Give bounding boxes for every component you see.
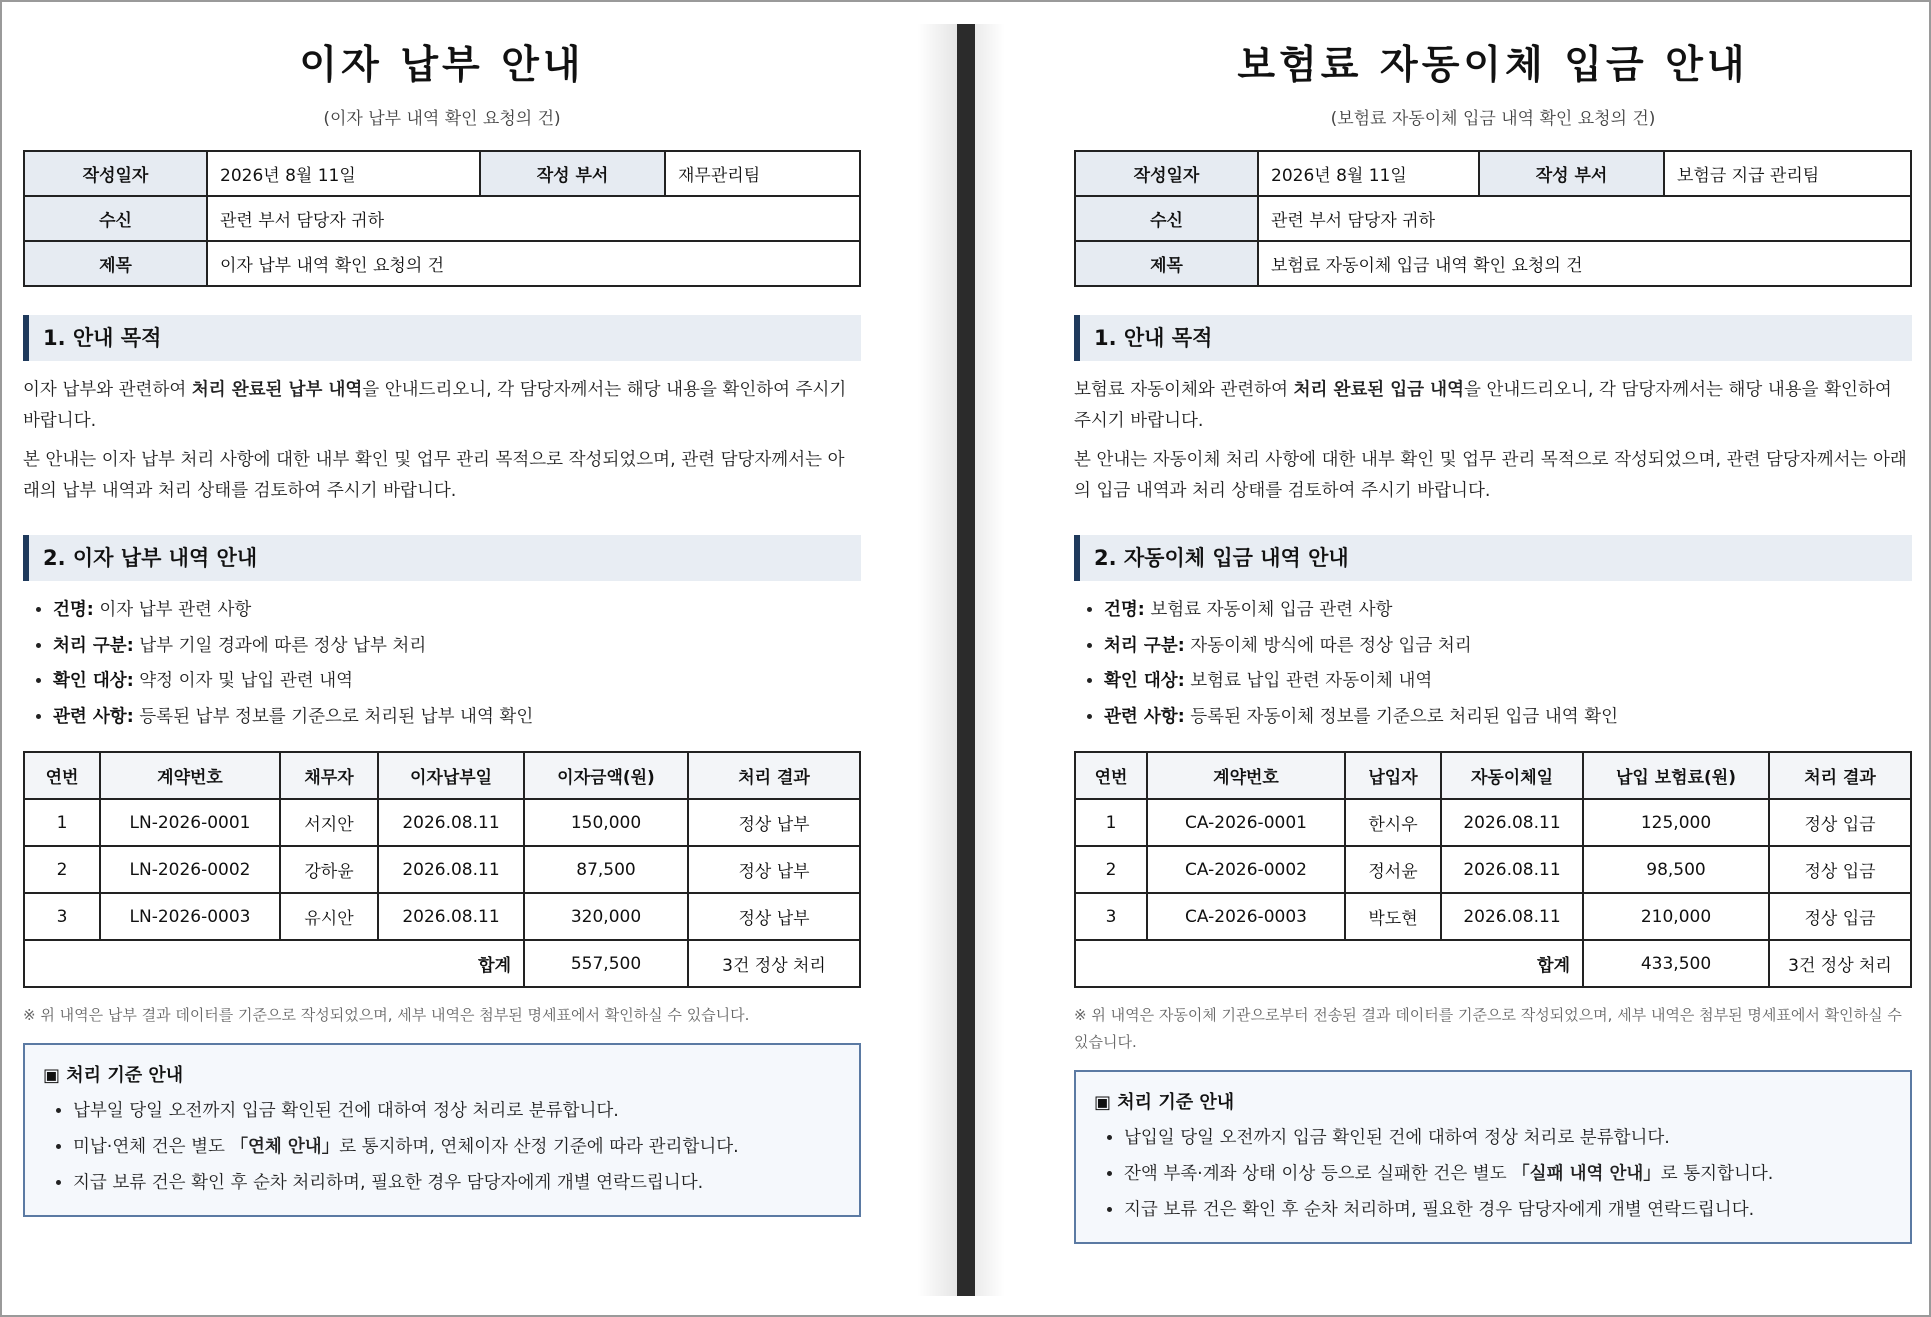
- table-cell: 1: [1075, 799, 1147, 846]
- right-page: [1074, 10, 1912, 1244]
- list-item: • 지급 보류 건은 확인 후 순차 처리하며, 필요한 경우 담당자에게 개별 연락드립니다.: [73, 1165, 841, 1201]
- table-cell: 87,500: [524, 846, 688, 893]
- table-cell: 서지안: [280, 799, 378, 846]
- meta-row: [24, 151, 860, 196]
- table-header-row: [1075, 752, 1911, 799]
- column-header: 계약번호: [100, 752, 280, 799]
- column-header: 납입자: [1345, 752, 1441, 799]
- dept-value: 보험금 지급 관리팀: [1664, 151, 1911, 196]
- criteria-list: [1094, 1120, 1892, 1228]
- purpose-paragraph: [1074, 375, 1912, 437]
- column-header: 계약번호: [1147, 752, 1345, 799]
- table-cell: 2026.08.11: [378, 846, 524, 893]
- item-key: 확인 대상:: [53, 671, 134, 691]
- table-row: [24, 799, 860, 846]
- recipient-label: 수신: [24, 196, 207, 241]
- table-cell: 3: [1075, 893, 1147, 940]
- document-subtitle: (보험료 자동이체 입금 내역 확인 요청의 건): [1330, 109, 1656, 129]
- item-value: 약정 이자 및 납입 관련 내역: [133, 671, 354, 691]
- table-row: [1075, 846, 1911, 893]
- item-key: 관련 사항:: [1104, 706, 1185, 727]
- list-item: [1104, 664, 1912, 700]
- table-cell: 125,000: [1583, 799, 1769, 846]
- table-cell: LN-2026-0003: [100, 893, 280, 940]
- list-item: [1104, 629, 1912, 665]
- table-cell: 정상 납부: [688, 799, 860, 846]
- meta-row: [24, 196, 860, 241]
- emphasis: 처리 완료된 납부 내역: [191, 380, 363, 400]
- criteria-title: ▣ 처리 기준 안내: [1094, 1092, 1235, 1113]
- total-result: 3건 정상 처리: [688, 940, 860, 987]
- dept-label: 작성 부서: [480, 151, 665, 196]
- section-heading-purpose: 1. 안내 목적: [23, 315, 861, 361]
- item-value: 보험료 자동이체 입금 관련 사항: [1144, 600, 1393, 620]
- recipient-value: 관련 부서 담당자 귀하: [207, 196, 860, 241]
- subject-value: 이자 납부 내역 확인 요청의 건: [207, 241, 860, 286]
- date-label: 작성일자: [1075, 151, 1258, 196]
- emphasis: 「실패 내역 안내」: [1512, 1164, 1661, 1184]
- item-key: 건명:: [53, 600, 94, 620]
- emphasis: 「연체 안내」: [230, 1137, 340, 1157]
- document-title: 보험료 자동이체 입금 안내: [1237, 43, 1749, 88]
- table-cell: 강하윤: [280, 846, 378, 893]
- emphasis: 처리 완료된 입금 내역: [1293, 380, 1464, 400]
- list-item: • 납입일 당일 오전까지 입금 확인된 건에 대하여 정상 처리로 분류합니다.: [1124, 1120, 1892, 1156]
- table-cell: LN-2026-0002: [100, 846, 280, 893]
- table-header-row: [24, 752, 860, 799]
- text: 로 통지합니다.: [1660, 1164, 1774, 1184]
- dept-label: 작성 부서: [1479, 151, 1664, 196]
- purpose-paragraph: [23, 375, 861, 437]
- subject-label: 제목: [24, 241, 207, 286]
- table-cell: 정상 납부: [688, 846, 860, 893]
- table-cell: 정상 납부: [688, 893, 860, 940]
- item-key: 확인 대상:: [1104, 671, 1185, 691]
- table-note: ※ 위 내역은 자동이체 기관으로부터 전송된 결과 데이터를 기준으로 작성되었으며, 세부 내역은 첨부된 명세표에서 확인하실 수 있습니다.: [1074, 1006, 1902, 1051]
- page-gutter-shadow: [917, 24, 957, 1296]
- criteria-list: [43, 1093, 841, 1201]
- page-gutter-shadow: [975, 24, 1005, 1296]
- page-divider: [957, 24, 975, 1296]
- column-header: 채무자: [280, 752, 378, 799]
- table-total-row: [1075, 940, 1911, 987]
- item-key: 처리 구분:: [53, 635, 134, 656]
- text: 을 안내드리오니, 각 담당자께서는 해당 내용을 확인하여 주시기 바랍니다.: [1074, 380, 1892, 431]
- column-header: 연번: [1075, 752, 1147, 799]
- date-label: 작성일자: [24, 151, 207, 196]
- item-value: 이자 납부 관련 사항: [93, 600, 252, 620]
- section-heading-details: 2. 이자 납부 내역 안내: [23, 535, 861, 581]
- text: 로 통지하며, 연체이자 산정 기준에 따라 관리합니다.: [339, 1137, 739, 1157]
- item-value: 보험료 납입 관련 자동이체 내역: [1184, 671, 1433, 691]
- column-header: 이자금액(원): [524, 752, 688, 799]
- date-value: 2026년 8월 11일: [1258, 151, 1479, 196]
- list-item: [1104, 593, 1912, 629]
- date-value: 2026년 8월 11일: [207, 151, 480, 196]
- list-item: • 지급 보류 건은 확인 후 순차 처리하며, 필요한 경우 담당자에게 개별 연락드립니다.: [1124, 1192, 1892, 1228]
- total-result: 3건 정상 처리: [1769, 940, 1911, 987]
- table-cell: 박도현: [1345, 893, 1441, 940]
- table-cell: 1: [24, 799, 100, 846]
- item-key: 처리 구분:: [1104, 635, 1185, 656]
- text: 잔액 부족·계좌 상태 이상 등으로 실패한 건은 별도: [1124, 1164, 1513, 1184]
- meta-row: [1075, 241, 1911, 286]
- table-cell: 2026.08.11: [1441, 893, 1583, 940]
- table-cell: 2026.08.11: [378, 893, 524, 940]
- table-cell: 2026.08.11: [1441, 846, 1583, 893]
- table-cell: 정상 입금: [1769, 893, 1911, 940]
- table-cell: CA-2026-0003: [1147, 893, 1345, 940]
- table-cell: 2: [1075, 846, 1147, 893]
- list-item: [1104, 700, 1912, 736]
- document-title: 이자 납부 안내: [299, 43, 585, 88]
- column-header: 이자납부일: [378, 752, 524, 799]
- text: 을 안내드리오니, 각 담당자께서는 해당 내용을 확인하여 주시기 바랍니다.: [23, 380, 847, 431]
- column-header: 처리 결과: [1769, 752, 1911, 799]
- table-cell: 2026.08.11: [378, 799, 524, 846]
- table-cell: 98,500: [1583, 846, 1769, 893]
- dept-value: 재무관리팀: [665, 151, 860, 196]
- criteria-box: [1074, 1070, 1912, 1244]
- left-page: [23, 10, 861, 1217]
- table-cell: 2026.08.11: [1441, 799, 1583, 846]
- table-row: [24, 893, 860, 940]
- list-item: [1124, 1156, 1892, 1192]
- table-row: [1075, 893, 1911, 940]
- item-key: 관련 사항:: [53, 706, 134, 727]
- meta-table: [23, 150, 861, 287]
- meta-table: [1074, 150, 1912, 287]
- subject-value: 보험료 자동이체 입금 내역 확인 요청의 건: [1258, 241, 1911, 286]
- table-cell: 한시우: [1345, 799, 1441, 846]
- text: 이자 납부와 관련하여: [23, 380, 192, 400]
- table-cell: CA-2026-0001: [1147, 799, 1345, 846]
- detail-list: [1074, 593, 1912, 735]
- column-header: 처리 결과: [688, 752, 860, 799]
- table-cell: 210,000: [1583, 893, 1769, 940]
- meta-row: [1075, 196, 1911, 241]
- section-heading-purpose: 1. 안내 목적: [1074, 315, 1912, 361]
- table-cell: CA-2026-0002: [1147, 846, 1345, 893]
- item-value: 자동이체 방식에 따른 정상 입금 처리: [1184, 635, 1472, 656]
- item-key: 건명:: [1104, 600, 1145, 620]
- total-label: 합계: [24, 940, 524, 987]
- table-note: ※ 위 내역은 납부 결과 데이터를 기준으로 작성되었으며, 세부 내역은 첨부된 명세표에서 확인하실 수 있습니다.: [23, 1006, 750, 1024]
- list-item: [73, 1129, 841, 1165]
- detail-list: [23, 593, 861, 735]
- table-cell: 320,000: [524, 893, 688, 940]
- text: 미납·연체 건은 별도: [73, 1137, 231, 1157]
- item-value: 등록된 자동이체 정보를 기준으로 처리된 입금 내역 확인: [1184, 706, 1619, 727]
- section-heading-details: 2. 자동이체 입금 내역 안내: [1074, 535, 1912, 581]
- column-header: 자동이체일: [1441, 752, 1583, 799]
- recipient-label: 수신: [1075, 196, 1258, 241]
- text: 보험료 자동이체와 관련하여: [1074, 380, 1294, 400]
- subject-label: 제목: [1075, 241, 1258, 286]
- criteria-box: [23, 1043, 861, 1217]
- document-subtitle: (이자 납부 내역 확인 요청의 건): [323, 109, 561, 129]
- list-item: [53, 593, 861, 629]
- item-value: 납부 기일 경과에 따른 정상 납부 처리: [133, 635, 427, 656]
- table-cell: 3: [24, 893, 100, 940]
- table-cell: LN-2026-0001: [100, 799, 280, 846]
- payment-table: [23, 751, 861, 988]
- table-total-row: [24, 940, 860, 987]
- purpose-paragraph: 본 안내는 이자 납부 처리 사항에 대한 내부 확인 및 업무 관리 목적으로 작성되었으며, 관련 담당자께서는 아래의 납부 내역과 처리 상태를 검토하여 주시기 바랍니다.: [23, 450, 845, 501]
- table-row: [24, 846, 860, 893]
- list-item: [53, 700, 861, 736]
- payment-table: [1074, 751, 1912, 988]
- column-header: 연번: [24, 752, 100, 799]
- table-row: [1075, 799, 1911, 846]
- table-cell: 정상 입금: [1769, 846, 1911, 893]
- meta-row: [1075, 151, 1911, 196]
- table-cell: 150,000: [524, 799, 688, 846]
- list-item: [53, 664, 861, 700]
- list-item: [53, 629, 861, 665]
- list-item: • 납부일 당일 오전까지 입금 확인된 건에 대하여 정상 처리로 분류합니다.: [73, 1093, 841, 1129]
- total-value: 557,500: [524, 940, 688, 987]
- criteria-title: ▣ 처리 기준 안내: [43, 1065, 184, 1086]
- table-cell: 2: [24, 846, 100, 893]
- meta-row: [24, 241, 860, 286]
- table-cell: 정서윤: [1345, 846, 1441, 893]
- total-label: 합계: [1075, 940, 1583, 987]
- purpose-paragraph: 본 안내는 자동이체 처리 사항에 대한 내부 확인 및 업무 관리 목적으로 작성되었으며, 관련 담당자께서는 아래의 입금 내역과 처리 상태를 검토하여 주시기 바랍니다.: [1074, 450, 1907, 501]
- table-cell: 정상 입금: [1769, 799, 1911, 846]
- item-value: 등록된 납부 정보를 기준으로 처리된 납부 내역 확인: [133, 706, 534, 727]
- column-header: 납입 보험료(원): [1583, 752, 1769, 799]
- recipient-value: 관련 부서 담당자 귀하: [1258, 196, 1911, 241]
- table-cell: 유시안: [280, 893, 378, 940]
- total-value: 433,500: [1583, 940, 1769, 987]
